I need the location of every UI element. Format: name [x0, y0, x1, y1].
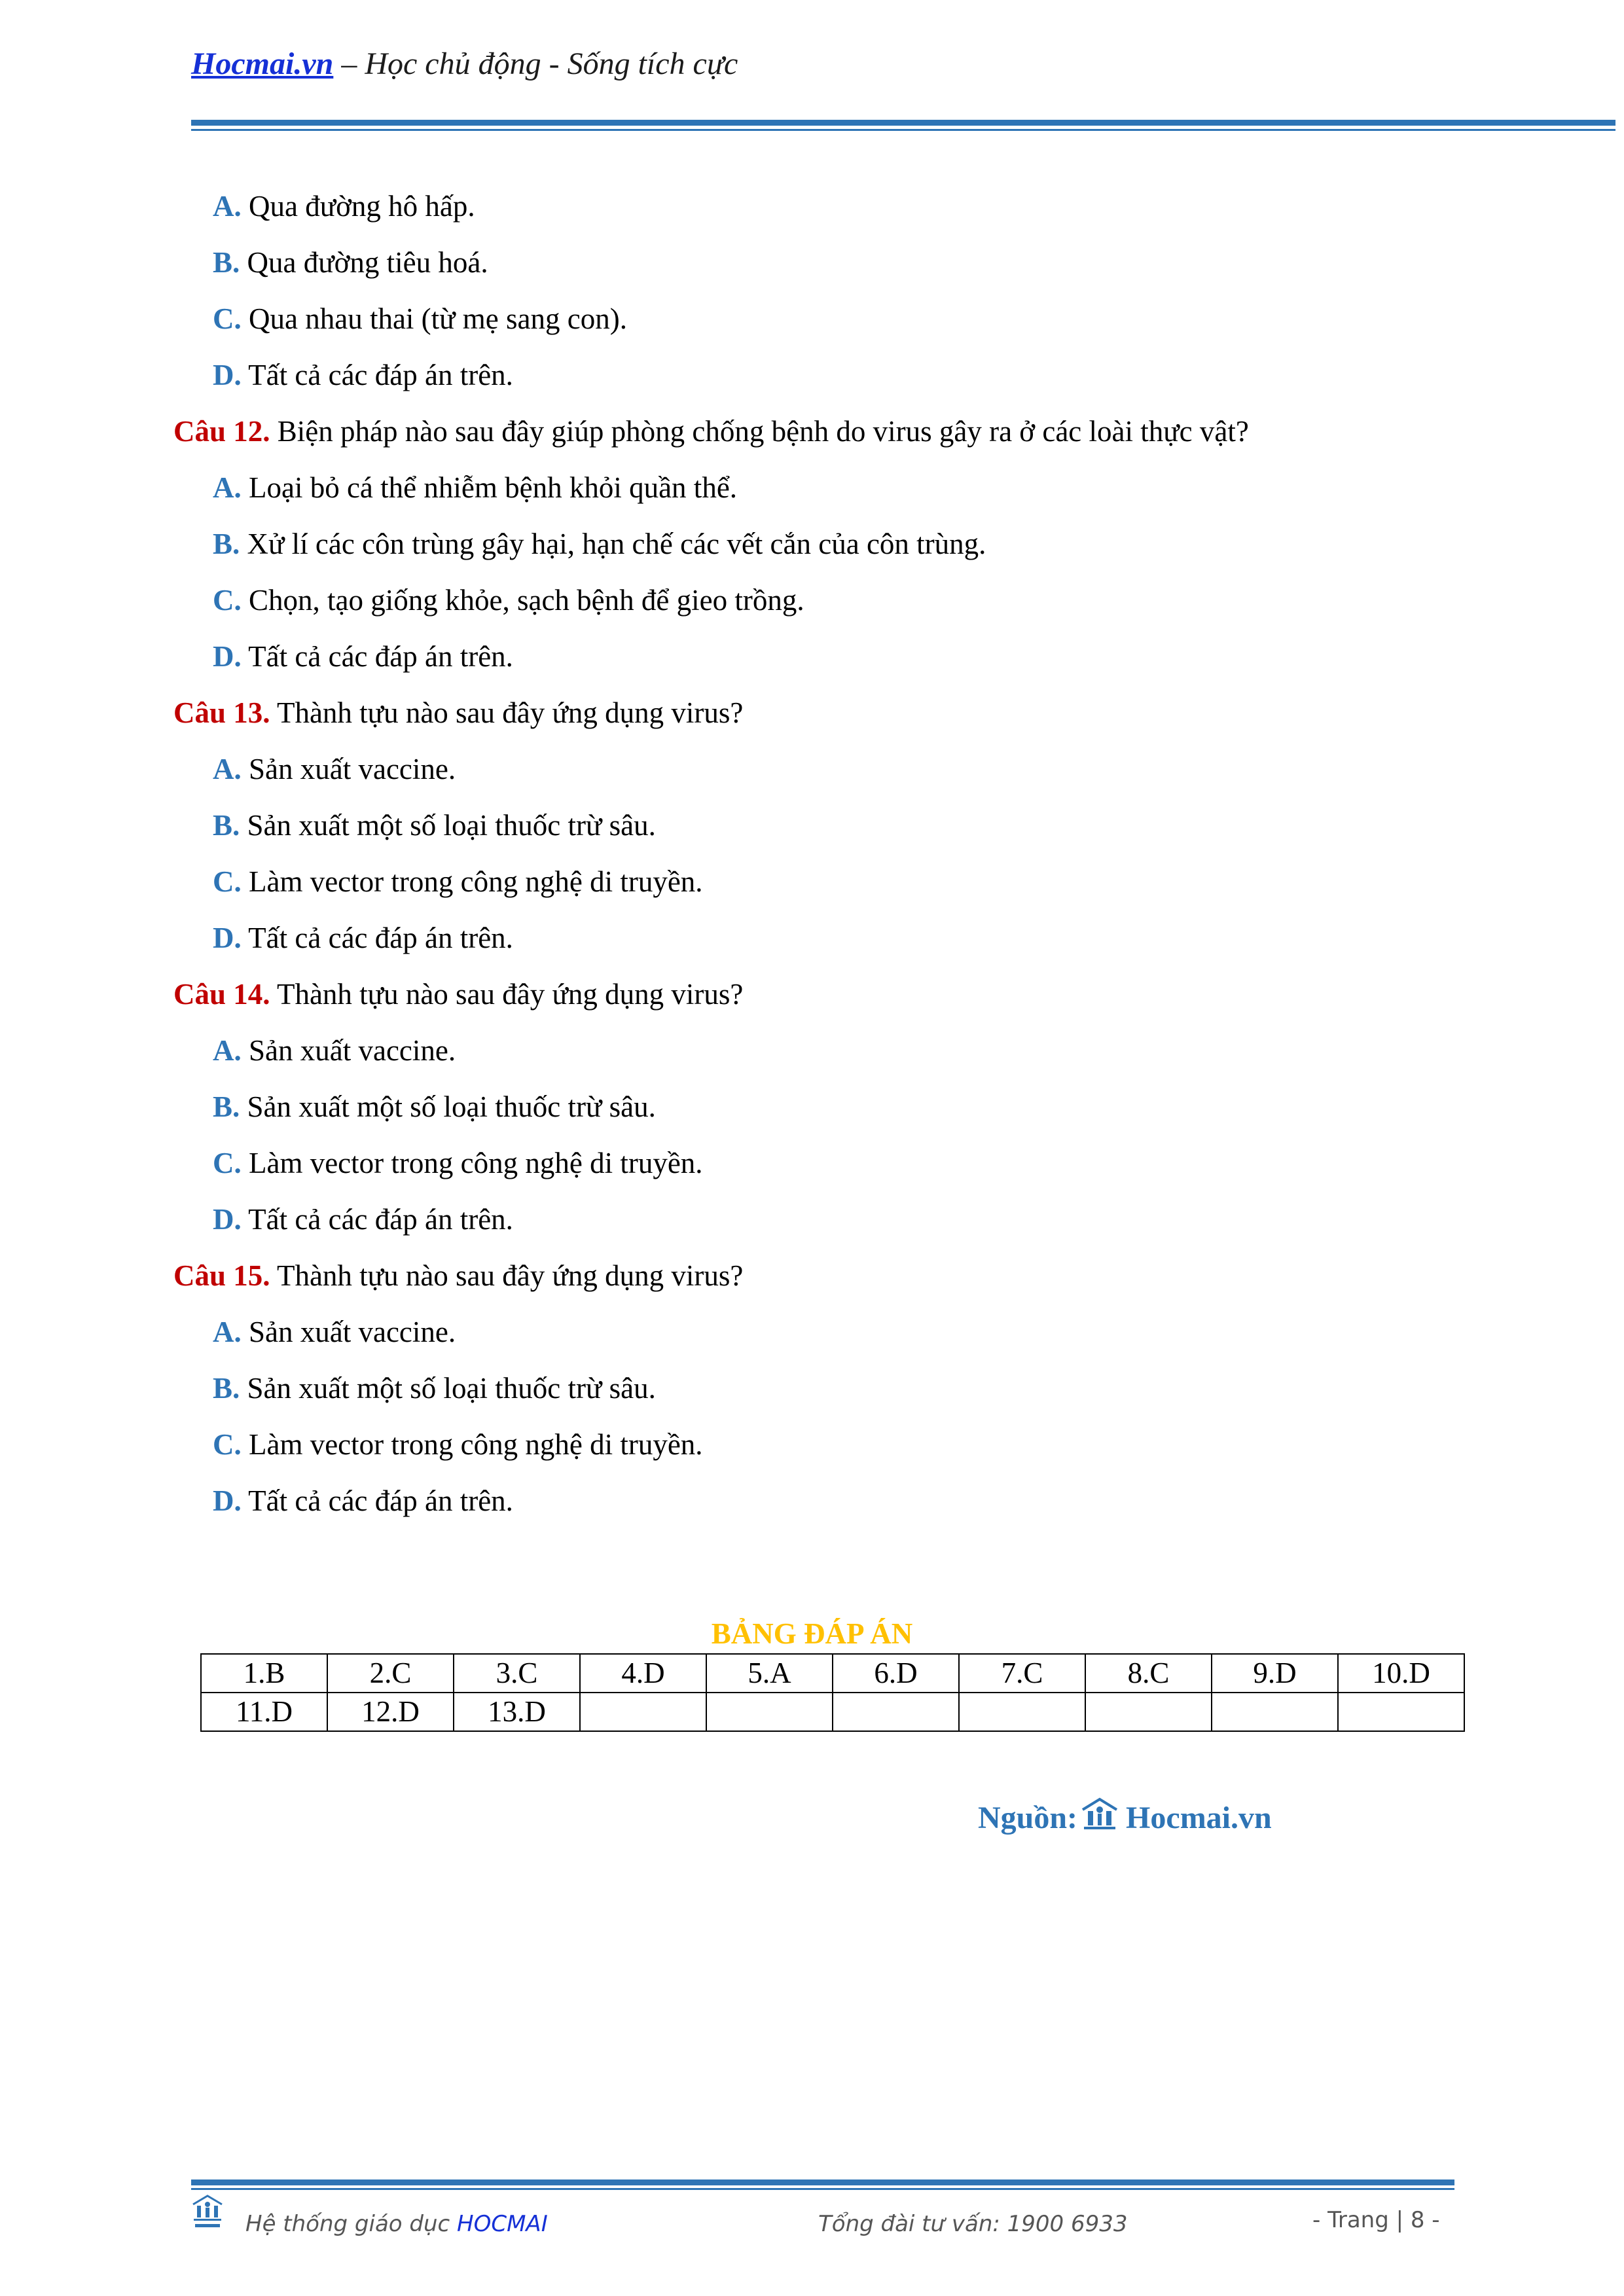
- question-text: Thành tựu nào sau đây ứng dụng virus?: [270, 1259, 744, 1292]
- option-line: [173, 516, 1600, 572]
- option-text: Qua đường hô hấp.: [241, 190, 475, 223]
- table-cell: [1338, 1693, 1464, 1731]
- option-label: D.: [213, 1203, 242, 1236]
- question-text: Thành tựu nào sau đây ứng dụng virus?: [270, 696, 744, 729]
- option-label: B.: [213, 246, 240, 279]
- hocmai-logo-icon: [1080, 1797, 1119, 1839]
- option-text: Tất cả các đáp án trên.: [241, 922, 513, 954]
- table-cell: 2.C: [327, 1654, 454, 1693]
- table-cell: 12.D: [327, 1693, 454, 1731]
- option-text: Làm vector trong công nghệ di truyền.: [241, 1428, 703, 1461]
- question-number: Câu 12.: [173, 415, 270, 448]
- option-label: C.: [213, 1428, 242, 1461]
- table-cell: 9.D: [1212, 1654, 1338, 1693]
- option-label: B.: [213, 528, 240, 560]
- question-stem: [173, 685, 1600, 741]
- option-text: Làm vector trong công nghệ di truyền.: [241, 1147, 703, 1179]
- table-cell: 13.D: [454, 1693, 580, 1731]
- option-label: A.: [213, 1034, 242, 1067]
- hocmai-logo-icon: [191, 2194, 224, 2235]
- option-line: [173, 459, 1600, 516]
- option-label: B.: [213, 1090, 240, 1123]
- option-label: C.: [213, 584, 242, 617]
- table-cell: [833, 1693, 959, 1731]
- option-label: C.: [213, 302, 242, 335]
- header-rule-thin: [191, 129, 1615, 131]
- option-text: Chọn, tạo giống khỏe, sạch bệnh để gieo trồng.: [241, 584, 804, 617]
- option-text: Qua đường tiêu hoá.: [240, 246, 488, 279]
- header-site-link[interactable]: Hocmai.vn: [191, 46, 334, 81]
- option-text: Sản xuất một số loại thuốc trừ sâu.: [240, 1090, 656, 1123]
- option-line: [173, 797, 1600, 853]
- footer-system-brand: HOCMAI: [457, 2211, 548, 2237]
- table-cell: 11.D: [201, 1693, 327, 1731]
- option-line: [173, 1360, 1600, 1416]
- option-label: A.: [213, 471, 242, 504]
- option-text: Xử lí các côn trùng gây hại, hạn chế các vết cắn của côn trùng.: [240, 528, 986, 560]
- option-line: [173, 1191, 1600, 1247]
- option-text: Làm vector trong công nghệ di truyền.: [241, 865, 703, 898]
- option-label: D.: [213, 640, 242, 673]
- table-cell: [1085, 1693, 1212, 1731]
- source-credit: [978, 1797, 1272, 1839]
- option-line: [173, 1079, 1600, 1135]
- option-line: [173, 1304, 1600, 1360]
- table-cell: 1.B: [201, 1654, 327, 1693]
- option-line: [173, 910, 1600, 966]
- table-row: [201, 1693, 1464, 1731]
- footer-rule: [191, 2179, 1454, 2185]
- option-text: Qua nhau thai (từ mẹ sang con).: [241, 302, 627, 335]
- table-cell: 10.D: [1338, 1654, 1464, 1693]
- option-text: Tất cả các đáp án trên.: [241, 1203, 513, 1236]
- option-line: [173, 628, 1600, 685]
- option-label: C.: [213, 1147, 242, 1179]
- question-text: Biện pháp nào sau đây giúp phòng chống bệnh do virus gây ra ở các loài thực vật?: [270, 415, 1249, 448]
- option-text: Sản xuất một số loại thuốc trừ sâu.: [240, 1372, 656, 1405]
- option-line: [173, 347, 1600, 403]
- table-cell: 4.D: [580, 1654, 706, 1693]
- option-text: Loại bỏ cá thể nhiễm bệnh khỏi quần thể.: [241, 471, 738, 504]
- option-line: [173, 178, 1600, 234]
- answer-key-title: BẢNG ĐÁP ÁN: [711, 1617, 913, 1650]
- option-label: A.: [213, 190, 242, 223]
- table-cell: 3.C: [454, 1654, 580, 1693]
- question-number: Câu 13.: [173, 696, 270, 729]
- header-slogan: Học chủ động - Sống tích cực: [365, 46, 738, 81]
- footer-system-prefix: Hệ thống giáo dục: [245, 2211, 458, 2237]
- option-text: Sản xuất vaccine.: [241, 1316, 456, 1348]
- footer-system: [245, 2211, 548, 2237]
- question-text: Thành tựu nào sau đây ứng dụng virus?: [270, 978, 744, 1011]
- table-cell: [706, 1693, 833, 1731]
- table-cell: 7.C: [959, 1654, 1085, 1693]
- question-stem: [173, 966, 1600, 1022]
- question-stem: [173, 403, 1600, 459]
- header-rule: [191, 120, 1615, 126]
- option-line: [173, 291, 1600, 347]
- table-cell: 5.A: [706, 1654, 833, 1693]
- option-label: A.: [213, 1316, 242, 1348]
- footer-hotline: Tổng đài tư vấn: 1900 6933: [818, 2211, 1128, 2237]
- option-line: [173, 741, 1600, 797]
- option-label: D.: [213, 359, 242, 391]
- option-label: C.: [213, 865, 242, 898]
- option-label: B.: [213, 809, 240, 842]
- option-line: [173, 1416, 1600, 1473]
- option-line: [173, 234, 1600, 291]
- table-cell: [1212, 1693, 1338, 1731]
- source-label: Nguồn:: [978, 1800, 1078, 1835]
- footer-rule-thin: [191, 2188, 1454, 2190]
- question-number: Câu 15.: [173, 1259, 270, 1292]
- table-cell: 8.C: [1085, 1654, 1212, 1693]
- option-label: B.: [213, 1372, 240, 1405]
- option-line: [173, 1473, 1600, 1529]
- option-text: Sản xuất vaccine.: [241, 1034, 456, 1067]
- page-number: - Trang | 8 -: [1312, 2207, 1440, 2233]
- table-row: [201, 1654, 1464, 1693]
- option-line: [173, 1135, 1600, 1191]
- option-text: Tất cả các đáp án trên.: [241, 1484, 513, 1517]
- source-site-link[interactable]: Hocmai.vn: [1126, 1800, 1272, 1835]
- option-text: Sản xuất một số loại thuốc trừ sâu.: [240, 809, 656, 842]
- option-label: D.: [213, 1484, 242, 1517]
- question-list: [173, 178, 1600, 1529]
- option-label: A.: [213, 753, 242, 785]
- option-line: [173, 1022, 1600, 1079]
- option-label: D.: [213, 922, 242, 954]
- page-header: [191, 46, 738, 82]
- option-line: [173, 572, 1600, 628]
- table-cell: 6.D: [833, 1654, 959, 1693]
- option-text: Tất cả các đáp án trên.: [241, 640, 513, 673]
- table-cell: [959, 1693, 1085, 1731]
- header-separator: –: [333, 46, 365, 81]
- answer-key-table: [200, 1653, 1465, 1732]
- table-cell: [580, 1693, 706, 1731]
- option-text: Sản xuất vaccine.: [241, 753, 456, 785]
- option-line: [173, 853, 1600, 910]
- option-text: Tất cả các đáp án trên.: [241, 359, 513, 391]
- question-stem: [173, 1247, 1600, 1304]
- question-number: Câu 14.: [173, 978, 270, 1011]
